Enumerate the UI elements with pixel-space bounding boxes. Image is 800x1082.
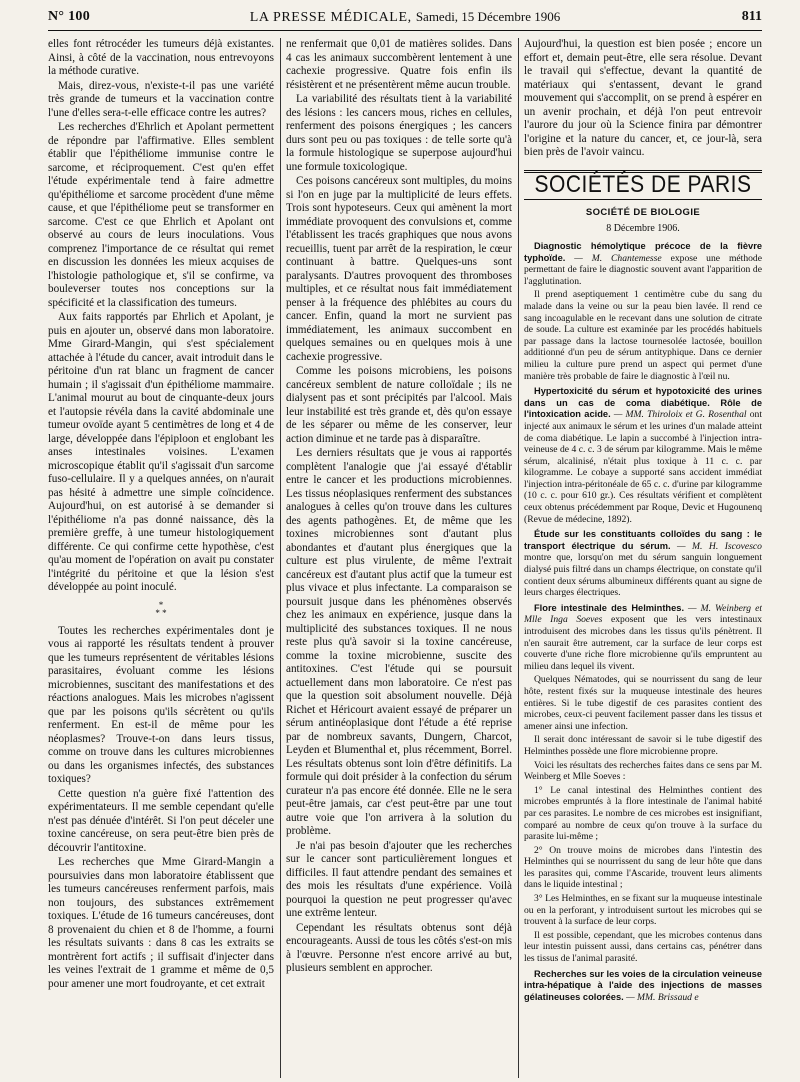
paragraph: Cependant les résultats obtenus sont déjà encourageants. Aussi de tous les côtés s'est-on mis à l'œuvre. Personne n'est encore arrivé au but, plusieurs semblent en approcher. bbox=[286, 921, 512, 974]
report-entry bbox=[524, 969, 762, 1004]
paragraph: La variabilité des résultats tient à la variabilité des lésions : les cancers mous, riches en cellules, renferment des poisons énergiques ; les cancers durs sont peu ou pas toxiques : de telle sorte qu'à la formule histologique se superpose aujourd'hui une formule toxicologique. bbox=[286, 93, 512, 173]
column-3-intro bbox=[524, 38, 762, 160]
paragraph: ne renfermait que 0,01 de matières solides. Dans 4 cas les animaux succombèrent lentement à une cachexie progressive. Quatre fois enfin ils résistèrent et ne présentèrent même aucun trouble. bbox=[286, 38, 512, 91]
report-text: exposent que les vers intestinaux introduisent des microbes dans les tissus qu'ils pénètrent. Il n'en saurait être autrement, car la surface de leur corps est couverte d'une riche flore microbienne qu'ils empruntent au milieu dans lequel ils vivent. bbox=[524, 614, 762, 672]
report-title: Étude sur les constituants colloïdes du sang : le transport électrique du sérum. bbox=[524, 529, 762, 551]
masthead bbox=[48, 9, 762, 26]
report-text: 2° On trouve moins de microbes dans l'intestin des Helminthes qui se nourrissent du sang de leur hôte que dans les parasites qui, comme l'Ascaride, trouvent leurs aliments dans le liquide intestinal ; bbox=[524, 844, 762, 891]
column-3 bbox=[524, 38, 762, 1078]
newspaper-title: LA PRESSE MÉDICALE, bbox=[249, 10, 412, 25]
report-text: ont injecté aux animaux le sérum et les urines d'un malade atteint de coma diabétique. Le lapin a succombé à l'injection intra-veineuse de 4 c. c. 3 de sérum par kilogramme. Mais le même sérum, alcalinisé, n'était plus toxique à 11 c. c. par kilogramme. Le cobaye a supporté sans accident immédiat l'injection intra-péritonéale de 65 c. c. d'urine par kilogramme (10 c. c. pour 610 gr.). Ces résultats vérifient et complètent ceux obtenus précédemment par Roque, Devic et Hugounenq (Revue de médecine, 1892). bbox=[524, 409, 762, 525]
column-2 bbox=[286, 38, 512, 1078]
report-entry bbox=[524, 603, 762, 673]
report-title: Hypertoxicité du sérum et hypotoxicité des urines dans un cas de coma diabétique. Rôle de l'intoxication acide. bbox=[524, 386, 762, 420]
report-author: — M. Weinberg et Mlle Inga Soeves bbox=[524, 602, 762, 626]
report-text: 3° Les Helminthes, en se fixant sur la muqueuse intestinale ou en la perforant, y introduisent surtout les microbes qui se trouvent à la surface de leur corps. bbox=[524, 893, 762, 928]
paragraph: Mais, direz-vous, n'existe-t-il pas une variété très grande de tumeurs et la vaccination contre l'une d'elles sera-t-elle efficace contre les autres? bbox=[48, 79, 274, 119]
paragraph: Les recherches d'Ehrlich et Apolant permettent de répondre par l'affirmative. Elles semblent établir que l'épithéliome immunise contre le sarcome, et réciproquement. C'est qu'en effet l'étude expérimentale tend à faire admettre qu'épithéliome et sarcome procèdent d'une même cause, et que l'épithéliome peut se transformer en sarcome. C'est ce que Ehrlich et Apolant ont observé au cours de leurs inoculations. Vous comprenez l'importance de ce résultat qui remet en discussion les données les mieux acquises de l'histologie pathologique et, s'il se confirme, va bouleverser toutes nos conceptions sur la spécificité et la classification des tumeurs. bbox=[48, 121, 274, 309]
paragraph: Je n'ai pas besoin d'ajouter que les recherches sur le cancer sont particulièrement longues et difficiles. Il faut attendre pendant des semaines et des mois les résultats d'une expérience. Voilà pourquoi la question ne peut progresser qu'avec une extrême lenteur. bbox=[286, 839, 512, 919]
report-text: 1° Le canal intestinal des Helminthes contient des microbes empruntés à la flore intestinale de l'animal habité par ces parasites. Le nombre de ces microbes est insignifiant, comparé au nombre de ceux qu'on trouve à la surface du parasite lui-même ; bbox=[524, 784, 762, 843]
paragraph: Comme les poisons microbiens, les poisons cancéreux semblent de nature colloïdale ; ils ne dialysent pas et sont précipités par l'alcool. Mais leur instabilité est très grande et, dès qu'on essaye de les séparer ou même de les conserver, leur action diminue et ne tarde pas à disparaître. bbox=[286, 365, 512, 445]
society-reports bbox=[524, 241, 762, 1003]
report-title: Diagnostic hémolytique précoce de la fièvre typhoïde. bbox=[524, 241, 762, 263]
report-entry bbox=[524, 241, 762, 287]
report-text: Quelques Nématodes, qui se nourrissent du sang de leur hôte, restent fixés sur la muqueuse intestinale des heures entières. Si le tube digestif de ces parasites contient des microbes, ceux-ci peuvent facilement passer dans les tissus et amener ainsi une infection. bbox=[524, 674, 762, 732]
paragraph: Toutes les recherches expérimentales dont je vous ai rapporté les résultats tendent à prouver que les tumeurs représentent de véritables lésions parasitaires, évoluant comme les lésions microbiennes, suscitant des manifestations et des réactions analogues. Mais les microbes n'agissent que par les poisons qu'ils sécrètent ou qu'ils renferment. En est-il de même pour les néoplasmes? Trouve-t-on dans leurs tissus, comme on trouve dans les cultures microbiennes ou dans les organismes infectés, des substances toxiques? bbox=[48, 624, 274, 785]
society-name: SOCIÉTÉ DE BIOLOGIE bbox=[585, 207, 701, 218]
paragraph: Aujourd'hui, la question est bien posée ; encore un effort et, demain peut-être, elle sera résolue. Devant le travail qui s'effectue, devant la quantité de matériaux qui s'entassent, devant le grand mouvement qui s'accomplit, on se prend à espérer en un avenir prochain, et déjà l'on peut entrevoir l'aurore du jour où la Science finira par démontrer l'origine et la nature du cancer, et, ce jour-là, sera bien près de l'avoir vaincu. bbox=[524, 38, 762, 158]
issue-date: Samedi, 15 Décembre 1906 bbox=[415, 9, 561, 24]
report-entry bbox=[524, 386, 762, 525]
report-paragraph bbox=[524, 930, 762, 965]
report-author: — M. Chantemesse bbox=[565, 252, 662, 264]
report-text: montre que, lorsqu'on met du sérum sanguin longuement dialysé puis filtré dans un champs électrique, on constate qu'il contient deux sérums albumineux différents quant au signe de leurs charges électriques. bbox=[524, 552, 762, 599]
session-date: 8 Décembre 1906. bbox=[606, 222, 680, 234]
column-divider bbox=[280, 38, 281, 1078]
report-text: Il serait donc intéressant de savoir si le tube digestif des Helminthes possède une flore microbienne propre. bbox=[524, 734, 762, 757]
report-author: — M. H. Iscovesco bbox=[670, 540, 762, 552]
report-title: Flore intestinale des Helminthes. bbox=[534, 602, 685, 613]
paragraph: Cette question n'a guère fixé l'attention des expérimentateurs. Il me semble cependant qu'elle n'est pas dénuée d'intérêt. Si l'on peut déceler une toxine cancéreuse, on sera peut-être bien près de découvrir l'antitoxine. bbox=[48, 787, 274, 854]
section-title: SOCIÉTÉS DE PARIS bbox=[534, 170, 752, 198]
report-paragraph bbox=[524, 845, 762, 891]
report-paragraph bbox=[524, 785, 762, 843]
report-entry bbox=[524, 529, 762, 599]
report-text: Il est possible, cependant, que les microbes contenus dans leur intestin puissent aussi, dans certains cas, pénétrer dans les tissus de l'animal parasité. bbox=[524, 929, 762, 965]
report-title: Recherches sur les voies de la circulation veineuse intra-hépatique à l'aide des injections de masses gélatineuses colorées. bbox=[524, 968, 762, 1002]
report-paragraph bbox=[524, 760, 762, 783]
report-author: — MM. Thiroloix et G. Rosenthal bbox=[610, 409, 747, 421]
page-header bbox=[48, 8, 762, 31]
report-paragraph bbox=[524, 734, 762, 757]
report-text: expose une méthode permettant de faire le diagnostic souvent avant l'apparition de l'agglutination. bbox=[524, 252, 762, 287]
paragraph: Aux faits rapportés par Ehrlich et Apolant, je puis en ajouter un, observé dans mon laboratoire. Mme Girard-Mangin, qui s'est spécialement attachée à l'étude du cancer, avait introduit dans le péritoine d'un rat blanc un fragment de cancer humain ; il s'agissait d'un épithéliome mammaire. L'animal mourut au bout de cinquante-deux jours et l'autopsie révéla dans la cavité abdominale une tumeur ovoïde ayant 5 centimètres de long et 4 de large, développée dans l'épiploon et englobant les anses intestinales voisines. L'examen microscopique établit qu'il s'agissait d'un sarcome fuso-cellulaire. Il y a quelques années, on n'aurait pas hésité à admettre une simple coïncidence. Aujourd'hui, on est autorisé à se demander si l'épithéliome n'a pas donné naissance, dès la première greffe, à une tumeur histologiquement différente. Ce qui confirme cette hypothèse, c'est qu'au moment de l'opération on avait pu constater l'intégrité du péritoine et que la lésion s'est développée au point inoculé. bbox=[48, 311, 274, 593]
page-number: 811 bbox=[741, 9, 762, 24]
paragraph: Les derniers résultats que je vous ai rapportés complètent l'analogie que j'ai essayé d'établir entre le cancer et les productions microbiennes. Les tissus néoplasiques renferment des substances analogues à celles qu'on trouve dans les cultures des agents pathogènes. Et, de même que les toxines microbiennes sont d'autant plus abondantes et d'autant plus énergiques que la culture est plus virulente, de même l'extrait cancéreux est d'autant plus actif que la tumeur est plus vivace et plus infectante. La comparaison se poursuit jusque dans les phénomènes observés chez les animaux en expérience, jusque dans la multiplicité des substances toxiques. Il ne nous reste plus qu'à savoir si la toxine cancéreuse, comme la toxine microbienne, suscite des antitoxines. C'est l'étude qui se poursuit actuellement dans mon laboratoire. Ce n'est pas que la question soit absolument nouvelle. Déjà Richet et Héricourt avaient essayé de préparer un sérum antinéoplasique dont l'étude a été reprise par de nombreux savants, Dungern, Charcot, Leyden et Blumenthal et, plus récemment, Borrel. Les résultats obtenus sont loin d'être définitifs. La formule qui doit présider à la confection du sérum curateur n'a pas encore été donnée. Elle ne le sera peut-être jamais, car c'est peut-être par une tout autre voie que l'on arrivera à la solution du problème. bbox=[286, 447, 512, 837]
issue-number: N° 100 bbox=[48, 9, 91, 24]
paragraph: Ces poisons cancéreux sont multiples, du moins si l'on en juge par la multiplicité de leurs effets. Trois sont hypoteseurs. Ceux qui amènent la mort immédiate provoquent des convulsions et, comme l'établissent les tracés graphiques que nous avons recueillis, tuent par arrêt de la respiration, le cœur continuant à battre. Quelques-uns sont paralysants. D'autres provoquent des thromboses multiples, et ce résultat nous fait immédiatement penser à la fréquence des phlébites au cours du cancer. Enfin, quand la mort ne survient pas immédiatement, les animaux succombent en quelques semaines ou en quelques mois à une cachexie progressive. bbox=[286, 175, 512, 363]
report-paragraph bbox=[524, 674, 762, 732]
section-banner bbox=[524, 170, 762, 201]
column-1 bbox=[48, 38, 274, 1078]
paragraph: elles font rétrocéder les tumeurs déjà existantes. Ainsi, à côté de la vaccination, nous entrevoyons la méthode curative. bbox=[48, 38, 274, 77]
report-paragraph bbox=[524, 893, 762, 928]
report-paragraph bbox=[524, 289, 762, 382]
report-text: Voici les résultats des recherches faites dans ce sens par M. Weinberg et Mlle Soeves : bbox=[524, 759, 762, 783]
report-text: Il prend aseptiquement 1 centimètre cube du sang du malade dans la veine ou sur la peau bien lavée. Il rend ce sang incoagulable en le recevant dans une solution de citrate de soude. La culture est examinée par les procédés habituels par passage dans la lactose tournesolée lactosée, bouillon additionné d'un peu de sérum antityphique. Dans ce dernier milieu la culture pure prend un aspect qui permet d'une manière très probable de faire le diagnostic à l'œil nu. bbox=[524, 289, 762, 382]
section-separator-stars: * * * bbox=[155, 599, 167, 618]
column-divider bbox=[518, 38, 519, 1078]
report-author: — MM. Brissaud e bbox=[623, 991, 699, 1003]
paragraph: Les recherches que Mme Girard-Mangin a poursuivies dans mon laboratoire établissent que les tumeurs cancéreuses renferment parfois, mais non toujours, des substances extrêmement toxiques. L'étude de 16 tumeurs cancéreuses, dont 8 provenaient du chien et 8 de l'homme, a fourni les résultats suivants : dans 8 cas les extraits se montrèrent fort actifs ; il suffisait d'injecter dans les veines l'extrait de 1 gramme et même de 0,5 pour amener une mort foudroyante, et cet extrait bbox=[48, 856, 274, 990]
